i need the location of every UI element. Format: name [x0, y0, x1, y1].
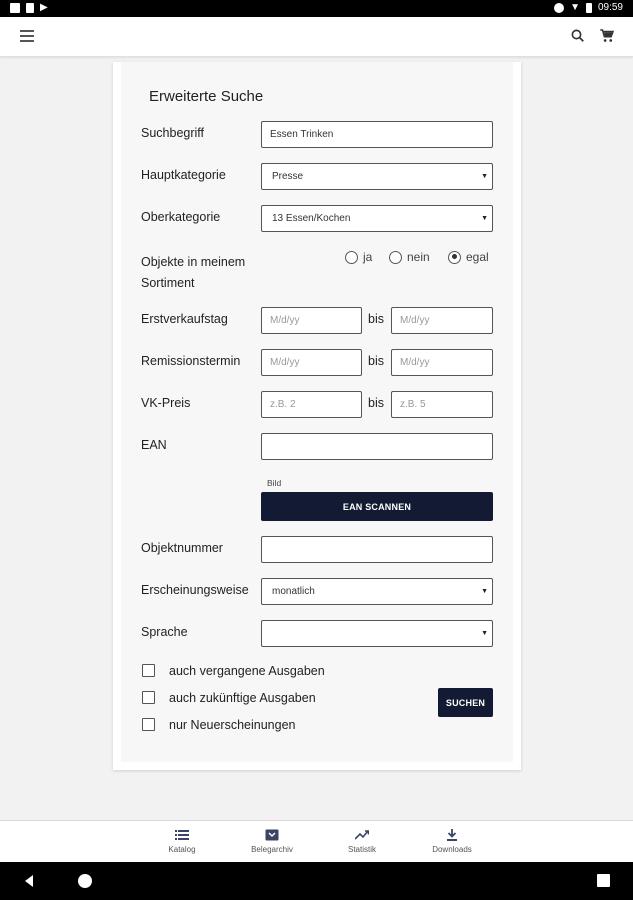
radio-ja-label: ja — [363, 250, 373, 264]
radio-nein[interactable] — [389, 250, 430, 264]
erstverkaufstag-label: Erstverkaufstag — [141, 312, 228, 326]
dropdown-arrow-icon: ▼ — [481, 215, 488, 222]
checkbox-vergangene[interactable] — [142, 664, 155, 677]
suchbegriff-input[interactable]: Essen Trinken — [261, 121, 493, 148]
checkbox-zukuenftige[interactable] — [142, 691, 155, 704]
checkbox-vergangene-label: auch vergangene Ausgaben — [169, 664, 325, 678]
dropdown-arrow-icon: ▼ — [481, 173, 488, 180]
objektnummer-label: Objektnummer — [141, 541, 223, 555]
list-icon — [175, 829, 189, 841]
remissionstermin-label: Remissionstermin — [141, 354, 241, 368]
app-bar — [0, 17, 633, 57]
checkbox-zukuenftige-label: auch zukünftige Ausgaben — [169, 691, 316, 705]
vk-preis-to-input[interactable]: z.B. 5 — [391, 391, 493, 418]
radio-button-checked[interactable] — [448, 251, 461, 264]
radio-button[interactable] — [345, 251, 358, 264]
bis-label: bis — [368, 312, 384, 326]
checkbox-neuerscheinungen-label: nur Neuerscheinungen — [169, 718, 296, 732]
wifi-icon: ▼ — [570, 2, 580, 13]
sim-icon — [26, 3, 34, 13]
dropdown-arrow-icon: ▼ — [481, 630, 488, 637]
ean-input[interactable] — [261, 433, 493, 460]
nav-label-belegarchiv: Belegarchiv — [251, 845, 293, 854]
recents-icon[interactable] — [597, 874, 610, 887]
ean-scan-button[interactable]: EAN SCANNEN — [261, 492, 493, 521]
oberkategorie-value: 13 Essen/Kochen — [272, 213, 351, 224]
erstverkaufstag-from-input[interactable]: M/d/yy — [261, 307, 362, 334]
vk-preis-label: VK-Preis — [141, 396, 191, 410]
sortiment-label — [141, 252, 245, 294]
remissionstermin-from-input[interactable]: M/d/yy — [261, 349, 362, 376]
back-icon[interactable] — [22, 874, 36, 888]
bild-label: Bild — [267, 478, 282, 488]
search-button[interactable]: SUCHEN — [438, 688, 493, 717]
nav-label-katalog: Katalog — [168, 845, 196, 854]
vk-preis-from-input[interactable]: z.B. 2 — [261, 391, 362, 418]
erscheinungsweise-select[interactable] — [261, 578, 493, 605]
bis-label: bis — [368, 396, 384, 410]
checkbox-neuerscheinungen[interactable] — [142, 718, 155, 731]
sortiment-label-line1: Objekte in meinem — [141, 255, 246, 269]
play-store-icon: ▶ — [40, 2, 48, 13]
search-icon[interactable] — [569, 27, 587, 45]
erscheinungsweise-value: monatlich — [272, 586, 315, 597]
radio-egal-label: egal — [466, 250, 489, 264]
bis-label: bis — [368, 354, 384, 368]
archive-icon — [265, 829, 279, 841]
battery-icon — [586, 3, 592, 13]
clock: 09:59 — [597, 2, 623, 13]
form-title: Erweiterte Suche — [149, 88, 264, 105]
status-bar — [0, 0, 633, 17]
nav-item-downloads[interactable] — [417, 829, 487, 854]
sprache-label: Sprache — [141, 625, 188, 639]
gallery-icon — [10, 3, 20, 13]
oberkategorie-label: Oberkategorie — [141, 210, 221, 224]
suchbegriff-label: Suchbegriff — [141, 126, 205, 140]
home-icon[interactable] — [78, 874, 92, 888]
remissionstermin-to-input[interactable]: M/d/yy — [391, 349, 493, 376]
nav-label-statistik: Statistik — [347, 845, 376, 854]
hauptkategorie-select[interactable] — [261, 163, 493, 190]
hauptkategorie-value: Presse — [272, 171, 304, 182]
sprache-select[interactable] — [261, 620, 493, 647]
hauptkategorie-label: Hauptkategorie — [141, 168, 226, 182]
search-form — [121, 62, 513, 762]
android-nav-bar — [0, 862, 633, 900]
dropdown-arrow-icon: ▼ — [481, 588, 488, 595]
download-icon — [445, 829, 459, 841]
radio-ja[interactable] — [345, 250, 372, 264]
objektnummer-input[interactable] — [261, 536, 493, 563]
sortiment-label-line2: Sortiment — [141, 276, 195, 290]
radio-button[interactable] — [389, 251, 402, 264]
search-card — [113, 62, 521, 770]
radio-egal[interactable] — [448, 250, 489, 264]
nav-item-katalog[interactable] — [147, 829, 217, 854]
radio-nein-label: nein — [407, 250, 430, 264]
trending-up-icon — [355, 829, 369, 841]
bottom-nav — [0, 820, 633, 862]
do-not-disturb-icon — [554, 3, 564, 13]
menu-icon[interactable] — [20, 30, 34, 42]
erstverkaufstag-to-input[interactable]: M/d/yy — [391, 307, 493, 334]
ean-label: EAN — [141, 438, 167, 452]
cart-icon[interactable] — [598, 27, 616, 45]
oberkategorie-select[interactable] — [261, 205, 493, 232]
nav-label-downloads: Downloads — [432, 845, 472, 854]
erscheinungsweise-label: Erscheinungsweise — [141, 583, 249, 597]
nav-item-belegarchiv[interactable] — [237, 829, 307, 854]
nav-item-statistik[interactable] — [327, 829, 397, 854]
